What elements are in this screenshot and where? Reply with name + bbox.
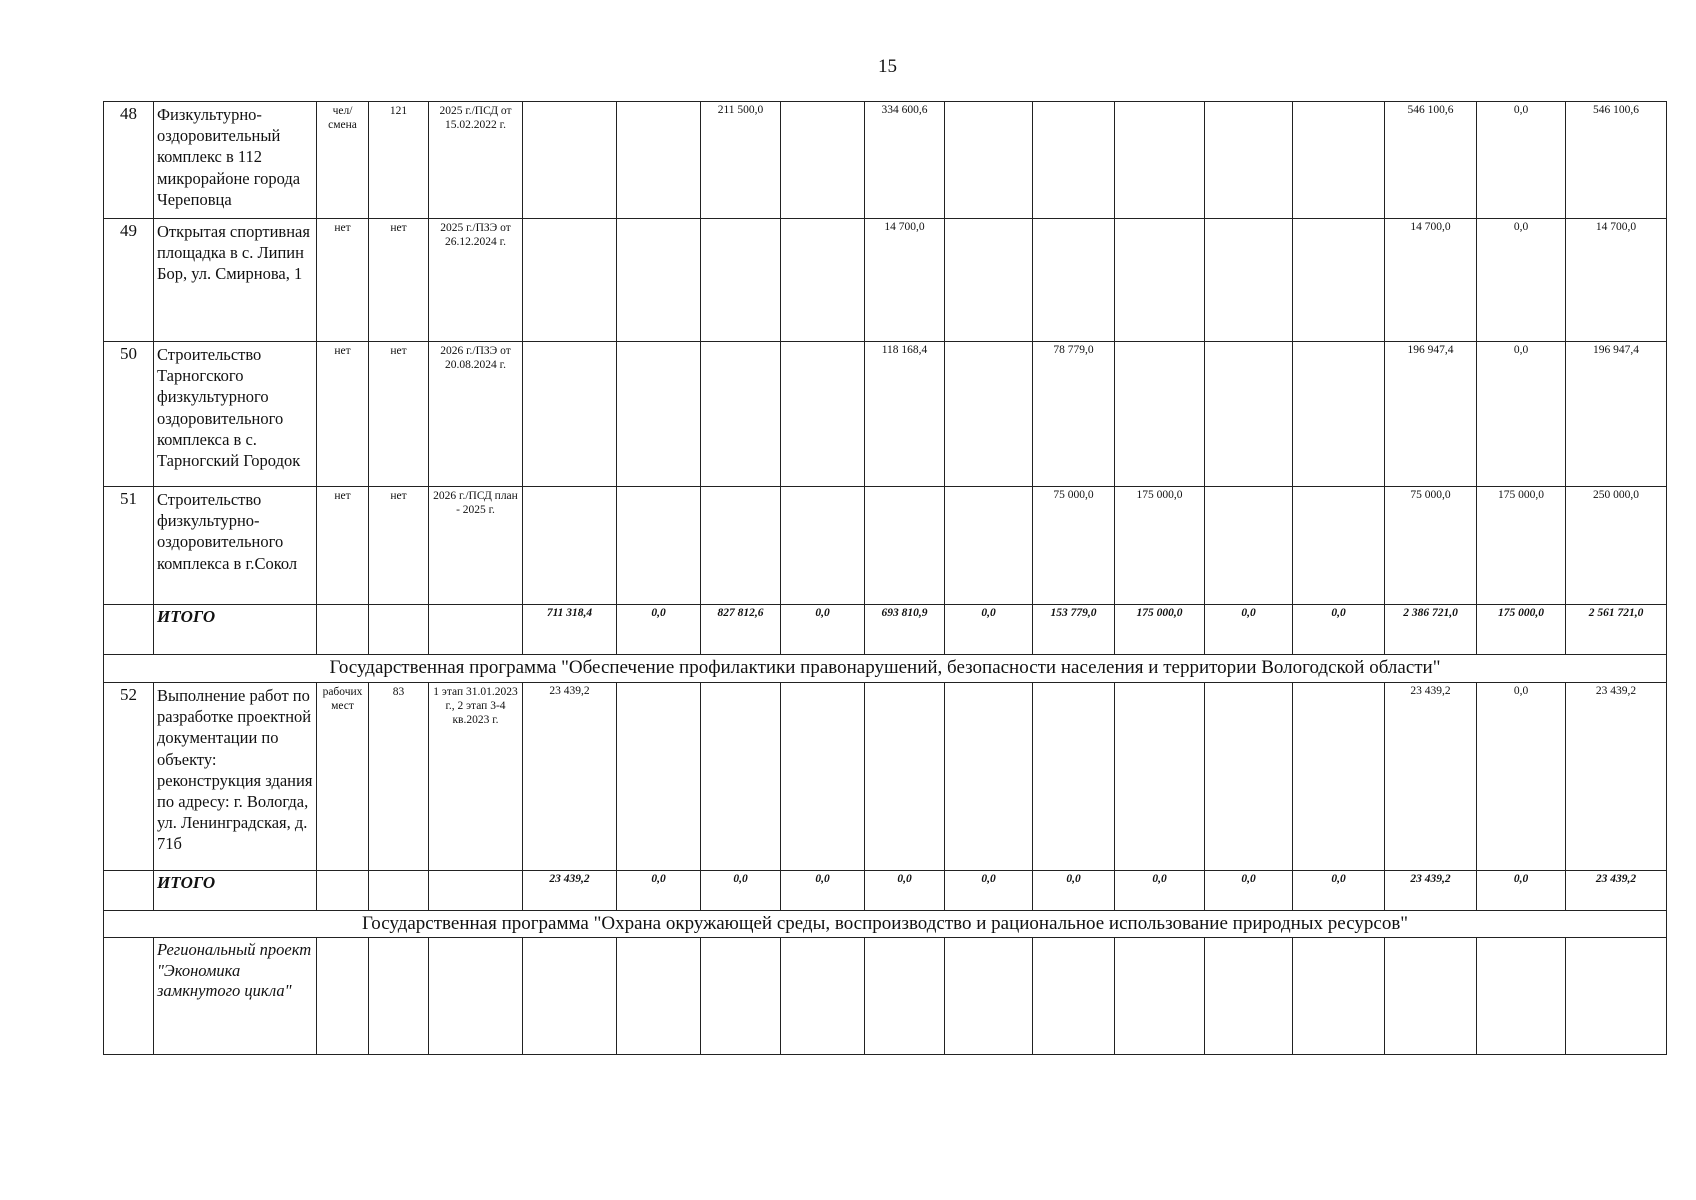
total-value: 0,0 <box>617 605 701 655</box>
value-cell <box>781 487 865 605</box>
program-heading: Государственная программа "Охрана окружающей среды, воспроизводство и рациональное использование природных ресурсов" <box>104 911 1667 938</box>
total-value: 0,0 <box>1033 871 1115 911</box>
total-value: 23 439,2 <box>1385 871 1477 911</box>
table-row <box>104 938 1667 1055</box>
total-value: 2 386 721,0 <box>1385 605 1477 655</box>
value-cell <box>945 342 1033 487</box>
value-cell <box>865 487 945 605</box>
object-name: Открытая спортивная площадка в с. Липин Бор, ул. Смирнова, 1 <box>154 219 317 342</box>
value-cell: 78 779,0 <box>1033 342 1115 487</box>
total-cell: 23 439,2 <box>1566 683 1667 871</box>
value-cell <box>1293 342 1385 487</box>
total-value: 0,0 <box>1115 871 1205 911</box>
value-cell <box>1293 219 1385 342</box>
total-value: 0,0 <box>1477 871 1566 911</box>
total-cell: 0,0 <box>1477 102 1566 219</box>
value-cell <box>523 342 617 487</box>
value-cell <box>1293 102 1385 219</box>
total-cell: 196 947,4 <box>1385 342 1477 487</box>
value-cell <box>945 102 1033 219</box>
capacity-cell: 83 <box>369 683 429 871</box>
total-row <box>104 871 1667 911</box>
value-cell <box>1293 487 1385 605</box>
document-cell: 2025 г./ПЗЭ от 26.12.2024 г. <box>429 219 523 342</box>
total-value: 175 000,0 <box>1477 605 1566 655</box>
unit-cell: чел/смена <box>317 102 369 219</box>
regional-project-name: Региональный проект "Экономика замкнутого цикла" <box>154 938 317 1055</box>
document-cell: 2025 г./ПСД от 15.02.2022 г. <box>429 102 523 219</box>
row-number: 51 <box>104 487 154 605</box>
unit-cell: нет <box>317 487 369 605</box>
value-cell <box>1115 102 1205 219</box>
value-cell <box>781 219 865 342</box>
program-heading-row <box>104 911 1667 938</box>
program-heading-row <box>104 655 1667 683</box>
total-cell: 0,0 <box>1477 342 1566 487</box>
total-cell: 196 947,4 <box>1566 342 1667 487</box>
capacity-cell: 121 <box>369 102 429 219</box>
unit-cell: нет <box>317 219 369 342</box>
value-cell <box>1205 487 1293 605</box>
value-cell <box>701 487 781 605</box>
total-cell: 250 000,0 <box>1566 487 1667 605</box>
total-value: 0,0 <box>1293 605 1385 655</box>
total-value: 0,0 <box>781 871 865 911</box>
value-cell: 175 000,0 <box>1115 487 1205 605</box>
value-cell <box>1115 219 1205 342</box>
value-cell: 118 168,4 <box>865 342 945 487</box>
row-number: 48 <box>104 102 154 219</box>
table-row <box>104 342 1667 487</box>
total-value: 711 318,4 <box>523 605 617 655</box>
value-cell <box>617 219 701 342</box>
value-cell <box>1205 342 1293 487</box>
total-value: 23 439,2 <box>523 871 617 911</box>
program-heading: Государственная программа "Обеспечение профилактики правонарушений, безопасности населения и территории Вологодской области" <box>104 655 1667 683</box>
total-cell: 0,0 <box>1477 219 1566 342</box>
value-cell <box>1033 219 1115 342</box>
total-cell: 14 700,0 <box>1566 219 1667 342</box>
total-value: 827 812,6 <box>701 605 781 655</box>
document-cell: 2026 г./ПСД план - 2025 г. <box>429 487 523 605</box>
total-value: 2 561 721,0 <box>1566 605 1667 655</box>
total-value: 0,0 <box>945 871 1033 911</box>
row-number: 50 <box>104 342 154 487</box>
value-cell <box>617 487 701 605</box>
unit-cell: нет <box>317 342 369 487</box>
total-cell: 0,0 <box>1477 683 1566 871</box>
table-row <box>104 102 1667 219</box>
value-cell <box>945 487 1033 605</box>
total-label: ИТОГО <box>154 871 317 911</box>
page-number: 15 <box>878 56 897 77</box>
object-name: Выполнение работ по разработке проектной документации по объекту: реконструкция здания по адресу: г. Вологда, ул. Ленинградская, д. 71б <box>154 683 317 871</box>
total-row <box>104 605 1667 655</box>
total-value: 693 810,9 <box>865 605 945 655</box>
total-value: 0,0 <box>617 871 701 911</box>
total-cell: 546 100,6 <box>1566 102 1667 219</box>
total-value: 23 439,2 <box>1566 871 1667 911</box>
object-name: Строительство Тарногского физкультурного оздоровительного комплекса в с. Тарногский Городок <box>157 345 301 471</box>
total-cell: 14 700,0 <box>1385 219 1477 342</box>
value-cell <box>945 219 1033 342</box>
unit-cell: рабочих мест <box>317 683 369 871</box>
document-cell: 1 этап 31.01.2023 г., 2 этап 3-4 кв.2023 г. <box>429 683 523 871</box>
value-cell <box>1205 102 1293 219</box>
total-value: 175 000,0 <box>1115 605 1205 655</box>
value-cell <box>523 487 617 605</box>
capacity-cell: нет <box>369 219 429 342</box>
capacity-cell: нет <box>369 487 429 605</box>
capacity-cell: нет <box>369 342 429 487</box>
value-cell <box>781 102 865 219</box>
total-value: 0,0 <box>1205 605 1293 655</box>
row-number: 52 <box>104 683 154 871</box>
total-cell: 23 439,2 <box>1385 683 1477 871</box>
total-label: ИТОГО <box>154 605 317 655</box>
total-value: 0,0 <box>701 871 781 911</box>
value-cell: 14 700,0 <box>865 219 945 342</box>
value-cell <box>781 342 865 487</box>
value-cell: 75 000,0 <box>1033 487 1115 605</box>
total-cell: 175 000,0 <box>1477 487 1566 605</box>
document-cell: 2026 г./ПЗЭ от 20.08.2024 г. <box>429 342 523 487</box>
value-cell <box>617 102 701 219</box>
value-cell <box>701 342 781 487</box>
value-cell <box>701 219 781 342</box>
table-row <box>104 683 1667 871</box>
value-cell <box>1033 102 1115 219</box>
object-name: Строительство физкультурно-оздоровительного комплекса в г.Сокол <box>154 487 317 605</box>
total-value: 0,0 <box>1293 871 1385 911</box>
total-cell: 546 100,6 <box>1385 102 1477 219</box>
value-cell <box>523 219 617 342</box>
total-value: 0,0 <box>865 871 945 911</box>
total-value: 0,0 <box>781 605 865 655</box>
table-row <box>104 487 1667 605</box>
row-number: 49 <box>104 219 154 342</box>
table-row <box>104 219 1667 342</box>
investment-table <box>103 101 1667 1055</box>
total-value: 153 779,0 <box>1033 605 1115 655</box>
value-cell <box>1205 219 1293 342</box>
total-value: 0,0 <box>945 605 1033 655</box>
total-value: 0,0 <box>1205 871 1293 911</box>
object-name: Физкультурно-оздоровительный комплекс в 112 микрорайоне города Череповца <box>154 102 317 219</box>
total-cell: 75 000,0 <box>1385 487 1477 605</box>
value-cell: 211 500,0 <box>701 102 781 219</box>
value-cell <box>617 342 701 487</box>
value-cell: 334 600,6 <box>865 102 945 219</box>
value-cell: 23 439,2 <box>523 683 617 871</box>
value-cell <box>523 102 617 219</box>
value-cell <box>1115 342 1205 487</box>
